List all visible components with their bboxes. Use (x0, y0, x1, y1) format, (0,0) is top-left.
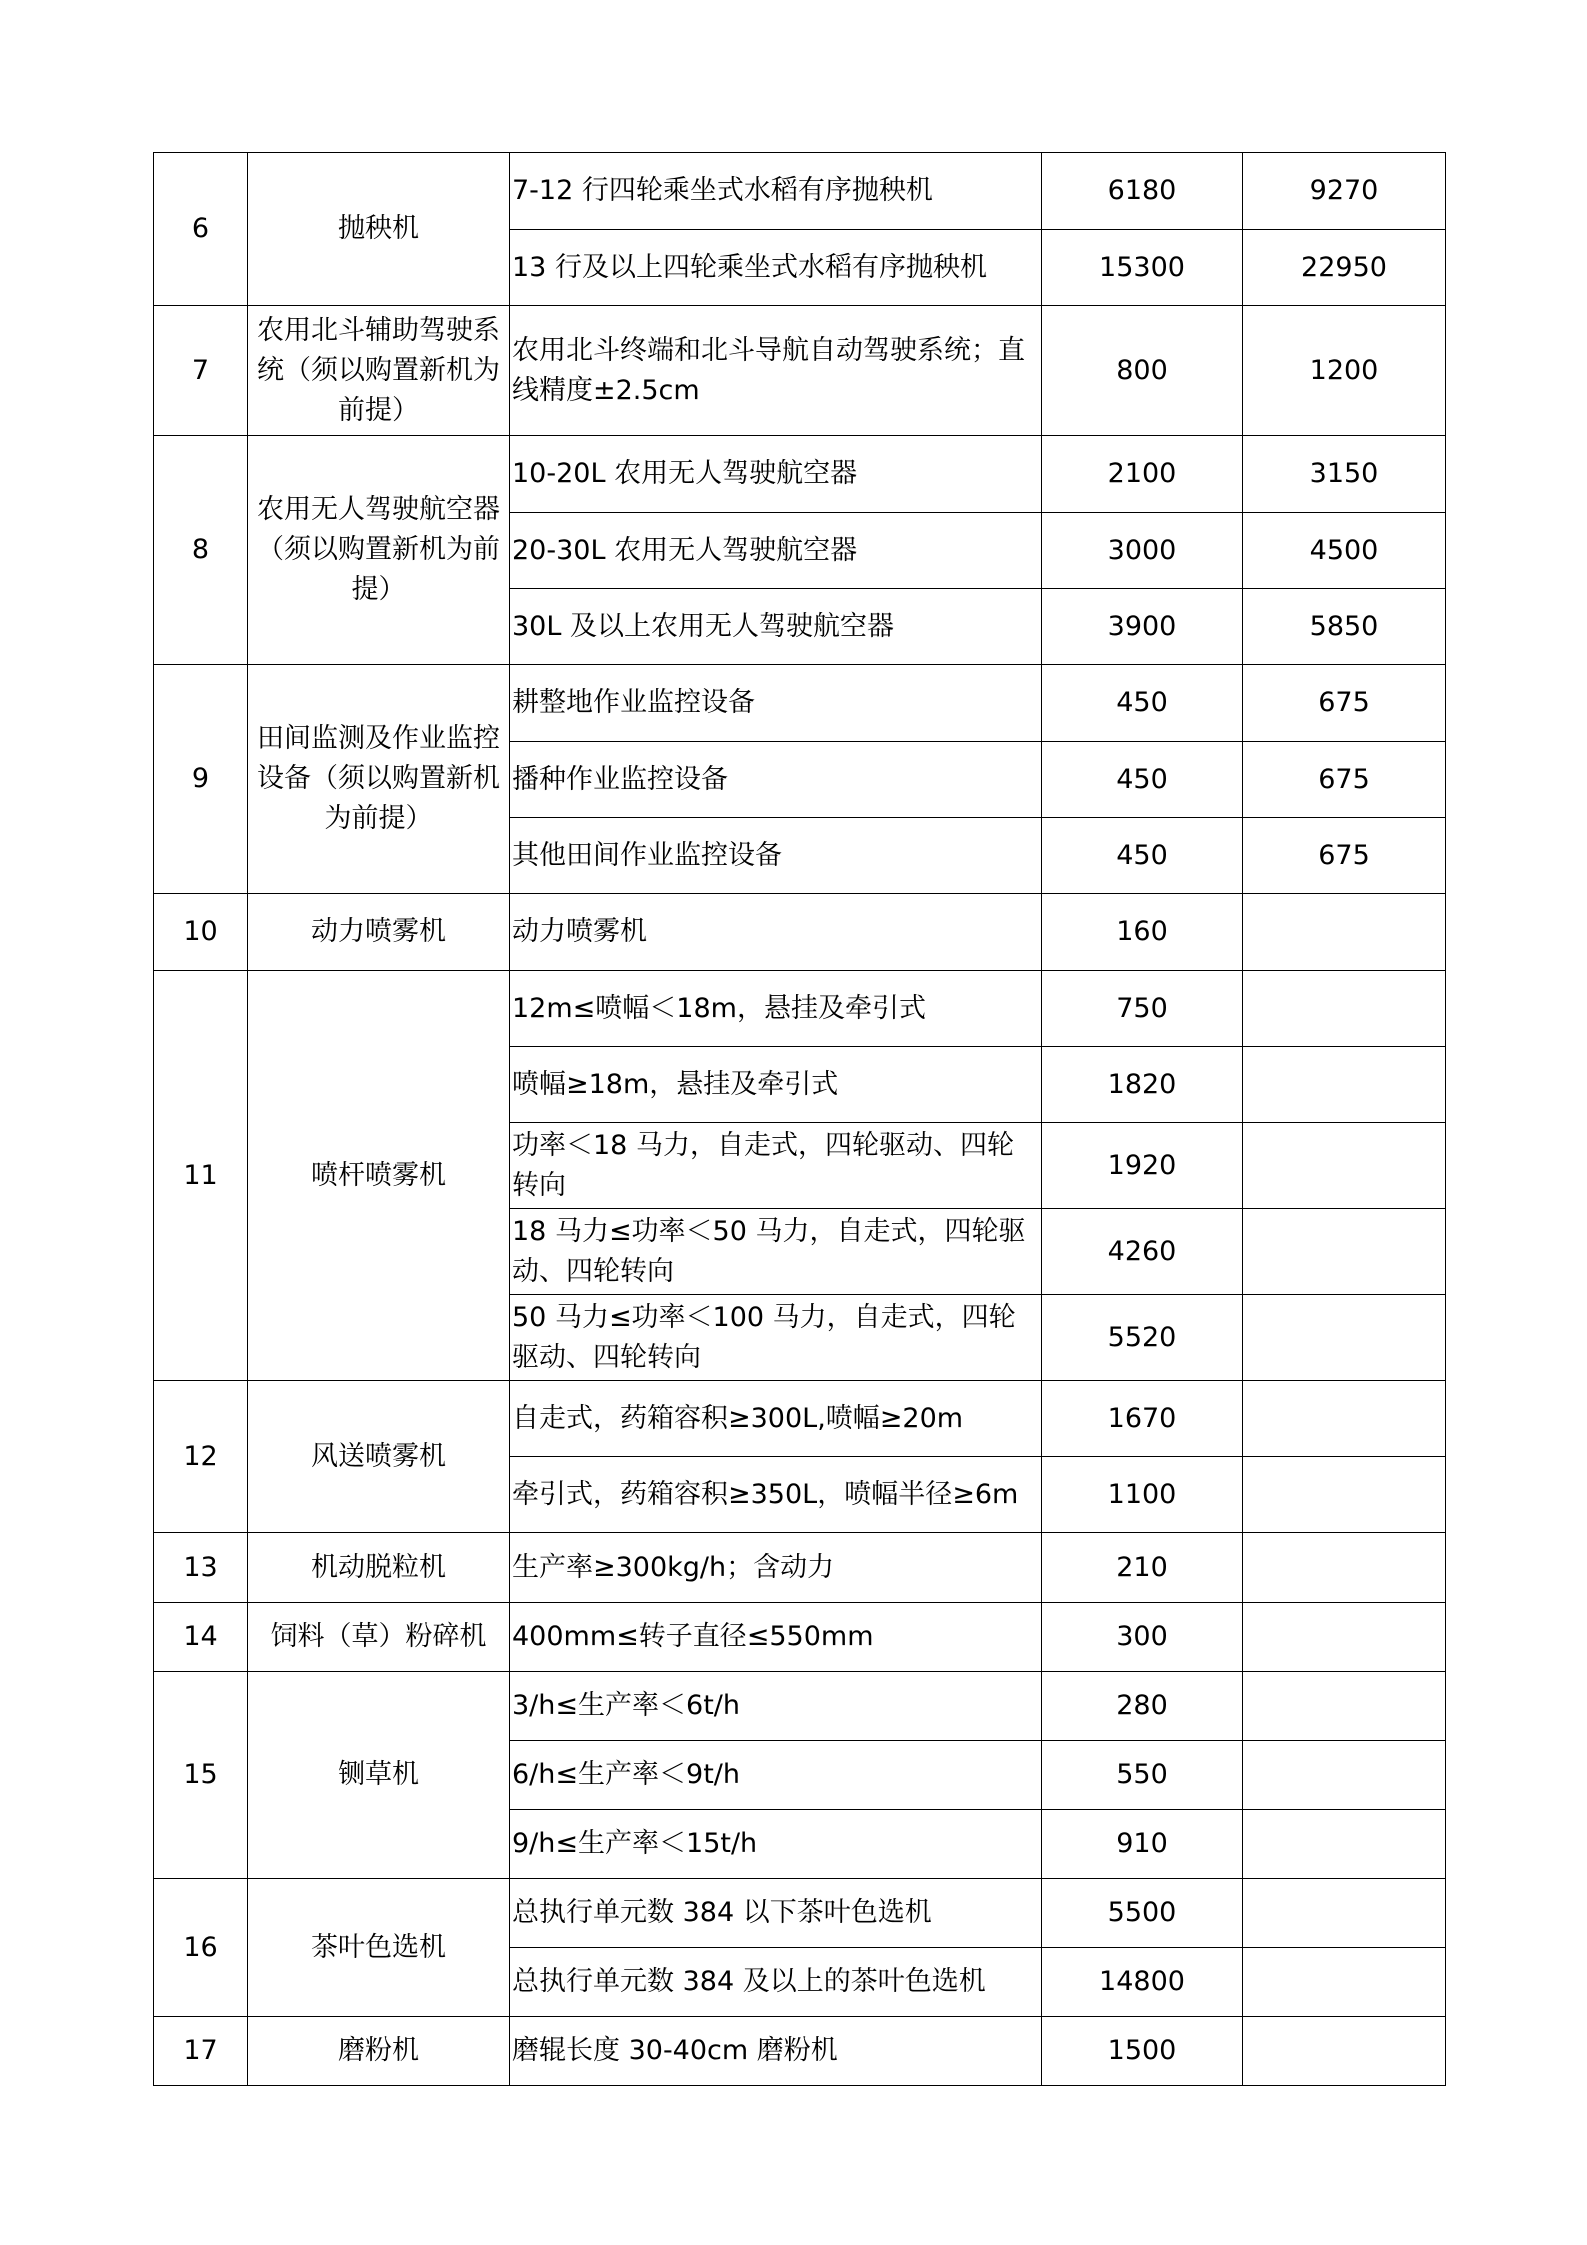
subsidy-amount-extra-cell (1243, 1381, 1446, 1457)
spec-cell (510, 665, 1042, 742)
table-row (154, 1381, 1446, 1457)
spec-cell-text: 13 行及以上四轮乘坐式水稻有序抛秧机 (512, 251, 987, 283)
item-number-cell (154, 436, 248, 665)
spec-cell-text: 动力喷雾机 (512, 916, 647, 947)
subsidy-amount-extra-cell (1243, 1603, 1446, 1672)
machine-name-cell (248, 665, 510, 894)
spec-cell-text: 10-20L 农用无人驾驶航空器 (512, 458, 858, 489)
subsidy-amount-extra-cell (1243, 894, 1446, 971)
subsidy-table-body (154, 153, 1446, 2086)
machine-name-cell (248, 1672, 510, 1879)
machine-name-cell (248, 1603, 510, 1672)
spec-cell-text: 农用北斗终端和北斗导航自动驾驶系统；直线精度±2.5cm (512, 334, 1025, 406)
item-number-cell-text: 13 (183, 1551, 218, 1583)
machine-name-cell-text: 饲料（草）粉碎机 (270, 1621, 487, 1652)
spec-cell-text: 总执行单元数 384 以下茶叶色选机 (512, 1897, 932, 1928)
machine-name-cell-text: 农用无人驾驶航空器（须以购置新机为前提） (257, 494, 500, 605)
subsidy-amount-cell (1042, 306, 1243, 436)
subsidy-amount-cell-text: 3000 (1107, 534, 1177, 566)
spec-cell (510, 818, 1042, 894)
subsidy-amount-extra-cell-text: 675 (1318, 839, 1370, 871)
subsidy-amount-extra-cell (1243, 1810, 1446, 1879)
subsidy-amount-cell-text: 14800 (1099, 1966, 1185, 1997)
item-number-cell (154, 665, 248, 894)
item-number-cell (154, 306, 248, 436)
spec-cell-text: 总执行单元数 384 及以上的茶叶色选机 (512, 1966, 986, 1997)
machine-name-cell-text: 茶叶色选机 (311, 1931, 446, 1963)
spec-cell (510, 153, 1042, 230)
subsidy-amount-cell (1042, 589, 1243, 665)
subsidy-amount-extra-cell-text: 22950 (1301, 251, 1387, 283)
table-row (154, 971, 1446, 1047)
machine-name-cell-text: 铡草机 (338, 1759, 419, 1790)
subsidy-amount-extra-cell (1243, 1123, 1446, 1209)
subsidy-amount-cell-text: 800 (1116, 354, 1168, 386)
spec-cell-text: 50 马力≤功率＜100 马力，自走式，四轮驱动、四轮转向 (512, 1301, 1016, 1373)
machine-name-cell-text: 磨粉机 (338, 2035, 419, 2066)
subsidy-amount-extra-cell (1243, 1741, 1446, 1810)
item-number-cell-text: 8 (191, 534, 210, 565)
spec-cell (510, 894, 1042, 971)
subsidy-amount-extra-cell (1243, 971, 1446, 1047)
table-row (154, 153, 1446, 230)
subsidy-amount-cell (1042, 818, 1243, 894)
item-number-cell (154, 153, 248, 306)
spec-cell (510, 306, 1042, 436)
subsidy-amount-cell (1042, 665, 1243, 742)
subsidy-amount-extra-cell-text: 5850 (1309, 610, 1379, 642)
subsidy-amount-cell (1042, 1948, 1243, 2017)
spec-cell-text: 自走式，药箱容积≥300L,喷幅≥20m (512, 1402, 964, 1434)
subsidy-amount-cell (1042, 2017, 1243, 2086)
spec-cell-text: 播种作业监控设备 (512, 763, 728, 795)
item-number-cell-text: 17 (183, 2035, 218, 2066)
subsidy-amount-extra-cell (1243, 1047, 1446, 1123)
spec-cell (510, 2017, 1042, 2086)
table-row (154, 1603, 1446, 1672)
subsidy-amount-cell-text: 450 (1116, 763, 1168, 795)
machine-name-cell-text: 机动脱粒机 (311, 1551, 446, 1583)
subsidy-amount-extra-cell (1243, 589, 1446, 665)
subsidy-amount-cell (1042, 742, 1243, 818)
spec-cell-text: 功率＜18 马力，自走式，四轮驱动、四轮转向 (512, 1129, 1014, 1201)
subsidy-amount-cell-text: 3900 (1107, 610, 1177, 642)
spec-cell-text: 牵引式，药箱容积≥350L，喷幅半径≥6m (512, 1478, 1019, 1510)
subsidy-amount-cell (1042, 1533, 1243, 1603)
subsidy-amount-extra-cell-text: 3150 (1309, 458, 1379, 489)
item-number-cell (154, 971, 248, 1381)
subsidy-amount-extra-cell-text: 9270 (1309, 175, 1379, 206)
machine-name-cell (248, 971, 510, 1381)
table-row (154, 306, 1446, 436)
item-number-cell-text: 10 (183, 916, 218, 947)
machine-name-cell-text: 抛秧机 (338, 213, 419, 244)
table-row (154, 1879, 1446, 1948)
subsidy-amount-cell (1042, 513, 1243, 589)
spec-cell-text: 7-12 行四轮乘坐式水稻有序抛秧机 (512, 175, 933, 206)
machine-name-cell (248, 306, 510, 436)
subsidy-amount-extra-cell (1243, 818, 1446, 894)
spec-cell (510, 1879, 1042, 1948)
machine-name-cell-text: 喷杆喷雾机 (311, 1159, 446, 1191)
spec-cell (510, 1209, 1042, 1295)
subsidy-amount-cell-text: 450 (1116, 839, 1168, 871)
subsidy-amount-cell (1042, 153, 1243, 230)
subsidy-amount-extra-cell (1243, 1209, 1446, 1295)
subsidy-amount-cell-text: 1500 (1107, 2035, 1177, 2066)
subsidy-amount-cell (1042, 1381, 1243, 1457)
spec-cell (510, 1948, 1042, 2017)
subsidy-amount-cell-text: 210 (1116, 1551, 1168, 1583)
subsidy-amount-cell (1042, 1047, 1243, 1123)
subsidy-amount-cell-text: 6180 (1107, 175, 1177, 206)
item-number-cell (154, 2017, 248, 2086)
spec-cell-text: 18 马力≤功率＜50 马力，自走式，四轮驱动、四轮转向 (512, 1215, 1026, 1287)
spec-cell (510, 1533, 1042, 1603)
subsidy-amount-extra-cell (1243, 1533, 1446, 1603)
table-row (154, 1672, 1446, 1741)
subsidy-amount-cell (1042, 1879, 1243, 1948)
spec-cell (510, 1672, 1042, 1741)
subsidy-amount-extra-cell (1243, 153, 1446, 230)
spec-cell (510, 1047, 1042, 1123)
item-number-cell (154, 1533, 248, 1603)
subsidy-amount-cell-text: 1100 (1107, 1478, 1177, 1510)
subsidy-amount-extra-cell (1243, 2017, 1446, 2086)
subsidy-amount-extra-cell (1243, 742, 1446, 818)
subsidy-amount-cell (1042, 894, 1243, 971)
spec-cell (510, 513, 1042, 589)
subsidy-amount-cell-text: 4260 (1107, 1235, 1177, 1267)
spec-cell (510, 436, 1042, 513)
spec-cell-text: 生产率≥300kg/h；含动力 (512, 1551, 835, 1583)
subsidy-amount-cell-text: 1820 (1107, 1068, 1177, 1100)
machine-name-cell (248, 436, 510, 665)
subsidy-amount-cell-text: 910 (1116, 1828, 1168, 1859)
spec-cell (510, 1295, 1042, 1381)
item-number-cell (154, 1603, 248, 1672)
subsidy-amount-cell-text: 750 (1116, 992, 1168, 1024)
spec-cell (510, 1123, 1042, 1209)
machine-name-cell (248, 1879, 510, 2017)
subsidy-amount-extra-cell (1243, 306, 1446, 436)
item-number-cell-text: 11 (183, 1159, 218, 1191)
item-number-cell-text: 12 (183, 1440, 218, 1472)
subsidy-amount-extra-cell (1243, 513, 1446, 589)
subsidy-amount-extra-cell-text: 4500 (1309, 534, 1379, 566)
machine-name-cell-text: 风送喷雾机 (311, 1440, 446, 1472)
subsidy-amount-cell-text: 15300 (1099, 251, 1185, 283)
subsidy-amount-cell (1042, 230, 1243, 306)
subsidy-amount-cell (1042, 1295, 1243, 1381)
spec-cell-text: 3/h≤生产率＜6t/h (512, 1690, 740, 1721)
spec-cell-text: 400mm≤转子直径≤550mm (512, 1621, 874, 1652)
machine-name-cell (248, 894, 510, 971)
item-number-cell (154, 894, 248, 971)
item-number-cell (154, 1879, 248, 2017)
spec-cell (510, 1741, 1042, 1810)
subsidy-amount-cell-text: 160 (1116, 916, 1168, 947)
subsidy-amount-cell (1042, 436, 1243, 513)
table-row (154, 1533, 1446, 1603)
subsidy-amount-extra-cell (1243, 1295, 1446, 1381)
subsidy-amount-extra-cell (1243, 665, 1446, 742)
spec-cell-text: 喷幅≥18m，悬挂及牵引式 (512, 1068, 839, 1100)
spec-cell (510, 1603, 1042, 1672)
subsidy-amount-extra-cell-text: 1200 (1309, 354, 1379, 386)
spec-cell (510, 1381, 1042, 1457)
machine-name-cell (248, 1381, 510, 1533)
spec-cell (510, 1457, 1042, 1533)
subsidy-amount-cell (1042, 1603, 1243, 1672)
spec-cell (510, 971, 1042, 1047)
subsidy-amount-cell-text: 550 (1116, 1759, 1168, 1790)
spec-cell-text: 其他田间作业监控设备 (512, 839, 782, 871)
machine-name-cell-text: 农用北斗辅助驾驶系统（须以购置新机为前提） (257, 314, 500, 426)
subsidy-amount-cell (1042, 1672, 1243, 1741)
subsidy-amount-cell-text: 1670 (1107, 1402, 1177, 1434)
subsidy-amount-extra-cell (1243, 230, 1446, 306)
subsidy-amount-cell (1042, 1209, 1243, 1295)
machine-name-cell (248, 153, 510, 306)
subsidy-amount-cell-text: 300 (1116, 1621, 1168, 1652)
subsidy-amount-cell (1042, 971, 1243, 1047)
subsidy-amount-extra-cell (1243, 1457, 1446, 1533)
subsidy-amount-cell (1042, 1457, 1243, 1533)
subsidy-amount-extra-cell (1243, 1879, 1446, 1948)
subsidy-amount-extra-cell-text: 675 (1318, 763, 1370, 795)
spec-cell (510, 589, 1042, 665)
table-row (154, 2017, 1446, 2086)
spec-cell-text: 12m≤喷幅＜18m，悬挂及牵引式 (512, 992, 926, 1024)
subsidy-amount-cell-text: 450 (1116, 687, 1168, 718)
spec-cell (510, 1810, 1042, 1879)
item-number-cell (154, 1672, 248, 1879)
spec-cell-text: 磨辊长度 30-40cm 磨粉机 (512, 2035, 838, 2066)
subsidy-amount-cell (1042, 1810, 1243, 1879)
item-number-cell-text: 14 (183, 1621, 218, 1652)
spec-cell-text: 耕整地作业监控设备 (512, 687, 755, 718)
item-number-cell (154, 1381, 248, 1533)
subsidy-table (153, 152, 1446, 2086)
subsidy-amount-cell-text: 2100 (1107, 458, 1177, 489)
table-row (154, 436, 1446, 513)
subsidy-amount-cell (1042, 1123, 1243, 1209)
subsidy-amount-extra-cell-text: 675 (1318, 687, 1370, 718)
machine-name-cell (248, 1533, 510, 1603)
item-number-cell-text: 6 (191, 213, 210, 244)
machine-name-cell (248, 2017, 510, 2086)
spec-cell-text: 6/h≤生产率＜9t/h (512, 1759, 740, 1790)
item-number-cell-text: 9 (191, 763, 210, 794)
subsidy-amount-cell-text: 5520 (1107, 1321, 1177, 1353)
item-number-cell-text: 7 (191, 354, 210, 386)
spec-cell-text: 9/h≤生产率＜15t/h (512, 1828, 758, 1859)
subsidy-amount-cell-text: 5500 (1107, 1897, 1177, 1928)
subsidy-amount-extra-cell (1243, 1672, 1446, 1741)
item-number-cell-text: 15 (183, 1759, 218, 1790)
spec-cell (510, 742, 1042, 818)
spec-cell-text: 20-30L 农用无人驾驶航空器 (512, 534, 858, 566)
subsidy-amount-extra-cell (1243, 436, 1446, 513)
subsidy-amount-extra-cell (1243, 1948, 1446, 2017)
table-row (154, 894, 1446, 971)
spec-cell-text: 30L 及以上农用无人驾驶航空器 (512, 610, 894, 642)
spec-cell (510, 230, 1042, 306)
subsidy-amount-cell (1042, 1741, 1243, 1810)
machine-name-cell-text: 田间监测及作业监控设备（须以购置新机为前提） (257, 723, 500, 834)
subsidy-amount-cell-text: 280 (1116, 1690, 1168, 1721)
subsidy-amount-cell-text: 1920 (1107, 1149, 1177, 1181)
item-number-cell-text: 16 (183, 1931, 218, 1963)
machine-name-cell-text: 动力喷雾机 (311, 916, 446, 947)
table-row (154, 665, 1446, 742)
